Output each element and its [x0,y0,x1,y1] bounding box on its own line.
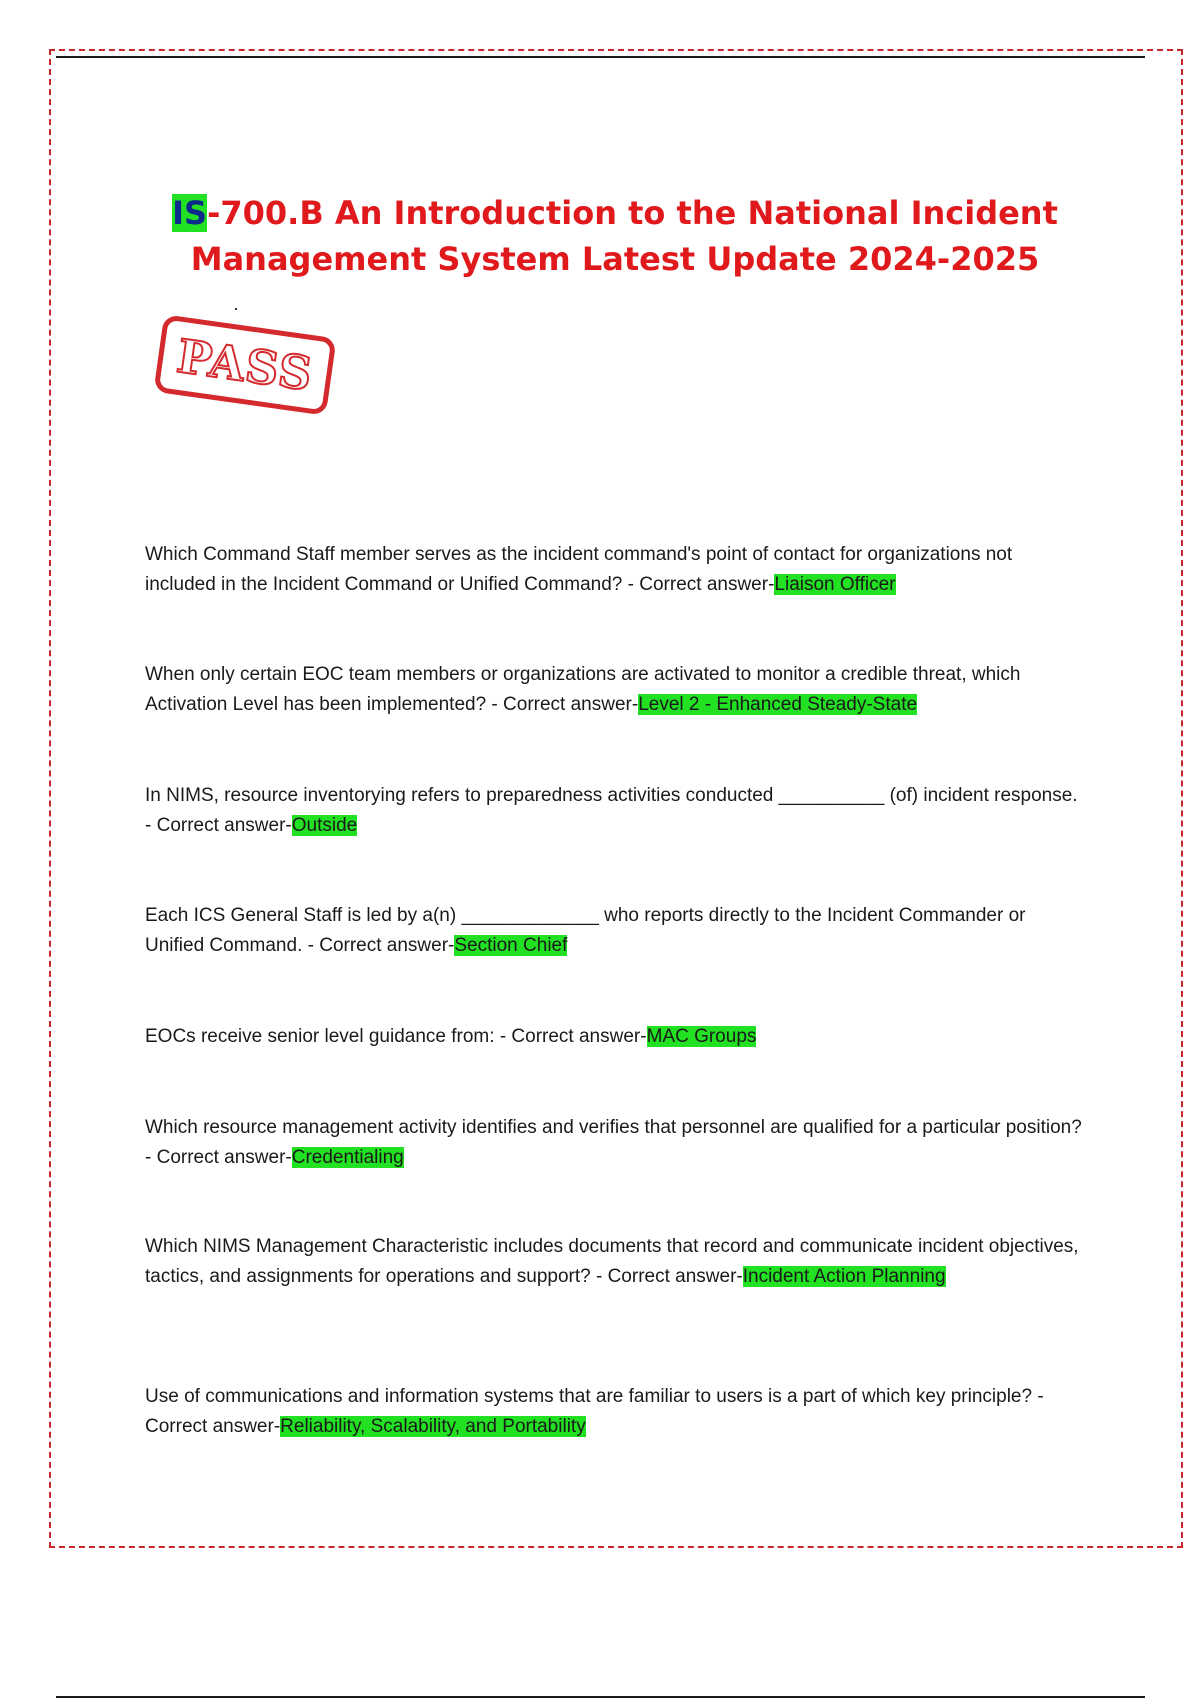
question-text: Which Command Staff member serves as the incident command's point of contact for organizations not included in the Incident Command or Unified Command? - Correct answer- [145,544,1013,595]
title-code-highlight: IS [172,194,208,232]
question-text: Which NIMS Management Characteristic includes documents that record and communicate incident objectives, tactics, and assignments for operations and support? - Correct answer- [145,1236,1079,1287]
question-item-3 [145,781,1085,841]
answer-highlight: Liaison Officer [774,574,896,595]
question-text: In NIMS, resource inventorying refers to preparedness activities conducted __________ (of) incident response. - Correct answer- [145,785,1078,836]
question-item-2 [145,660,1085,720]
answer-highlight: Reliability, Scalability, and Portability [280,1416,586,1437]
question-item-4 [145,901,1085,961]
answer-highlight: MAC Groups [646,1026,757,1047]
question-item-1 [145,540,1085,600]
question-text: Each ICS General Staff is led by a(n) _____________ who reports directly to the Incident Commander or Unified Command. - Correct answer- [145,905,1026,956]
question-item-5 [145,1022,1085,1052]
question-text: EOCs receive senior level guidance from: - Correct answer- [145,1026,647,1047]
question-item-6 [145,1113,1085,1173]
pass-stamp-label: PASS [173,328,317,402]
question-text: When only certain EOC team members or organizations are activated to monitor a credible threat, which Activation Level has been implemented? - Correct answer- [145,664,1021,715]
answer-highlight: Incident Action Planning [742,1266,946,1287]
top-rule [56,56,1145,58]
document-title [150,190,1080,282]
stray-dot [235,308,237,310]
bottom-rule [56,1696,1145,1698]
question-text: Use of communications and information systems that are familiar to users is a part of which key principle? - Correct answer- [145,1386,1044,1437]
answer-highlight: Level 2 - Enhanced Steady-State [638,694,918,715]
question-item-8 [145,1382,1085,1442]
question-item-7 [145,1232,1085,1292]
title-text: -700.B An Introduction to the National Incident Management System Latest Update 2024-2025 [190,194,1058,278]
answer-highlight: Credentialing [291,1147,404,1168]
question-text: Which resource management activity identifies and verifies that personnel are qualified for a particular position? - Correct answer- [145,1117,1082,1168]
answer-highlight: Outside [291,815,358,836]
answer-highlight: Section Chief [454,935,568,956]
